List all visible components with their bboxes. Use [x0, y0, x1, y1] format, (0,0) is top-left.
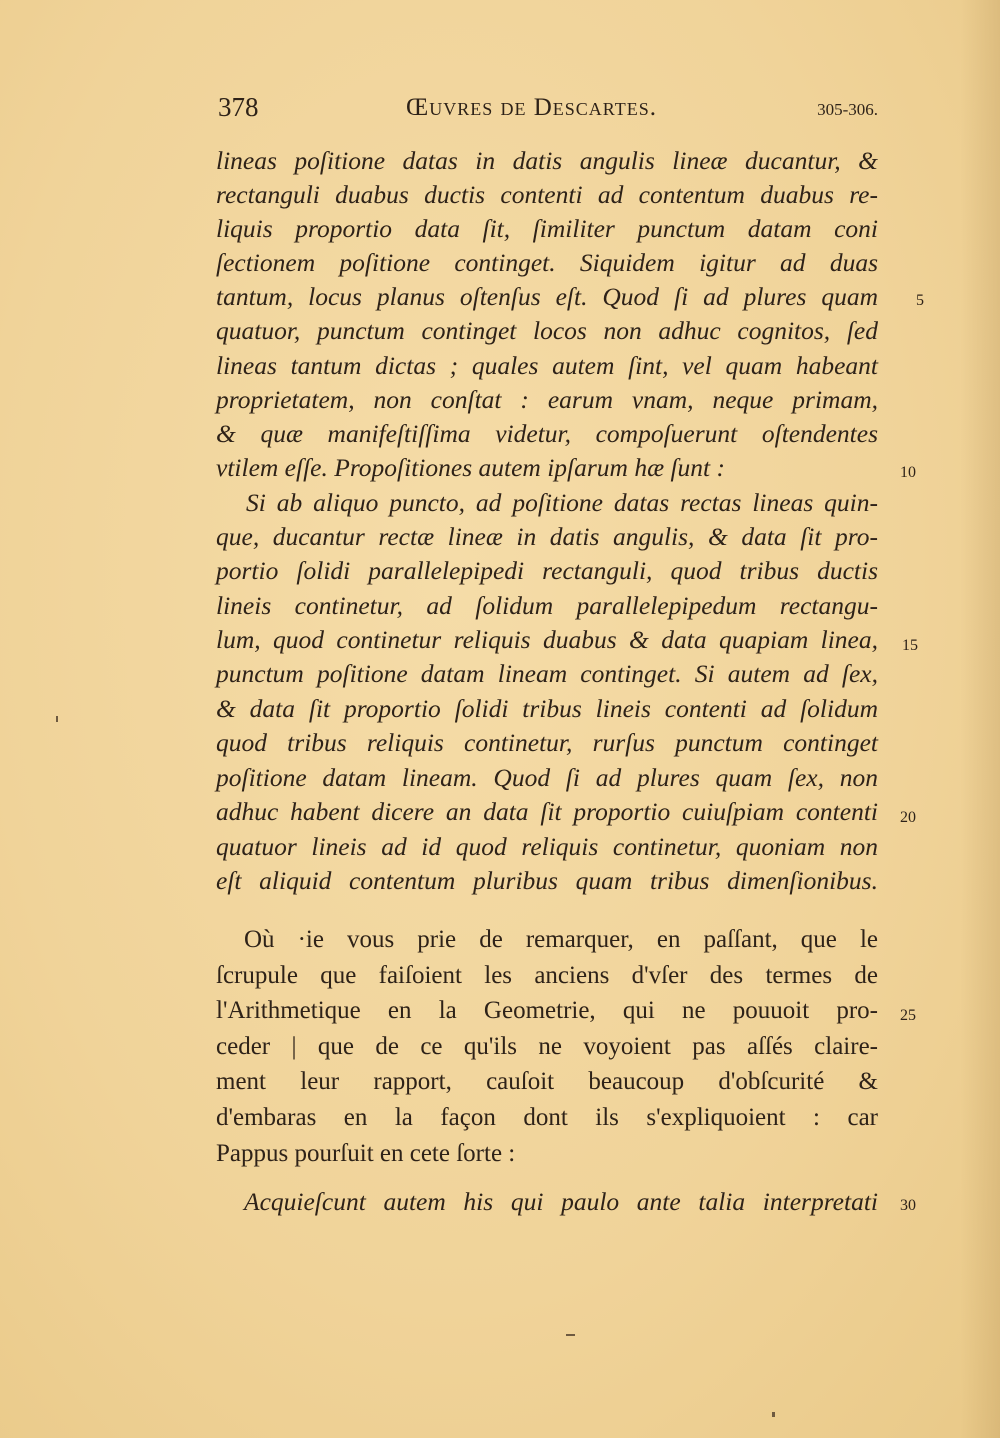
text-line: lineis continetur, ad ſolidum parallelepipedum rectangu-	[216, 591, 878, 620]
text-line: ſcrupule que faiſoient les anciens d'vſer des termes de	[216, 962, 878, 989]
text-line: poſitione datam lineam. Quod ſi ad plures quam ſex, non	[216, 763, 878, 792]
text-line: quatuor lineis ad id quod reliquis continetur, quoniam non	[216, 832, 878, 861]
line-number: 5	[916, 292, 924, 309]
page-range: 305-306.	[817, 100, 878, 119]
paper-speck	[566, 1334, 575, 1336]
text-line: lineas poſitione datas in datis angulis lineæ ducantur, &	[216, 146, 878, 175]
text-line: quatuor, punctum continget locos non adhuc cognitos, ſed	[216, 316, 878, 345]
text-line: & data ſit proportio ſolidi tribus lineis contenti ad ſolidum	[216, 694, 878, 723]
text-line: l'Arithmetique en la Geometrie, qui ne pouuoit pro-	[216, 997, 878, 1024]
text-line: rectanguli duabus ductis contenti ad contentum duabus re-	[216, 180, 878, 209]
line-number: 30	[900, 1197, 916, 1214]
text-line: proprietatem, non conſtat : earum vnam, neque primam,	[216, 385, 878, 414]
line-number: 25	[900, 1007, 916, 1024]
text-line: ment leur rapport, cauſoit beaucoup d'obſcurité &	[216, 1068, 878, 1095]
text-line: portio ſolidi parallelepipedi rectanguli, quod tribus ductis	[216, 556, 878, 585]
paper-speck	[56, 716, 58, 722]
text-line: liquis proportio data ſit, ſimiliter punctum datam coni	[216, 214, 878, 243]
running-title: Œuvres de Descartes.	[406, 94, 657, 121]
text-line: tantum, locus planus oſtenſus eſt. Quod ſi ad plures quam	[216, 282, 878, 311]
text-line: ceder | que de ce qu'ils ne voyoient pas aſſés claire-	[216, 1033, 878, 1060]
text-line: eſt aliquid contentum pluribus quam tribus dimenſionibus.	[216, 866, 878, 895]
line-number: 15	[902, 637, 918, 654]
text-line: que, ducantur rectæ lineæ in datis angulis, & data ſit pro-	[216, 522, 878, 551]
page-gutter-shadow	[960, 0, 1000, 1438]
text-line: & quæ manifeſtiſſima videtur, compoſuerunt oſtendentes	[216, 419, 878, 448]
text-line: d'embaras en la façon dont ils s'expliquoient : car	[216, 1104, 878, 1131]
text-line: Où ·ie vous prie de remarquer, en paſſant, que le	[244, 926, 878, 953]
paper-speck	[772, 1412, 775, 1417]
page-number: 378	[218, 92, 259, 122]
text-line: punctum poſitione datam lineam continget. Si autem ad ſex,	[216, 659, 878, 688]
text-line: ſectionem poſitione continget. Siquidem igitur ad duas	[216, 248, 878, 277]
text-line: Si ab aliquo puncto, ad poſitione datas rectas lineas quin-	[246, 488, 878, 517]
text-line: adhuc habent dicere an data ſit proportio cuiuſpiam contenti	[216, 797, 878, 826]
text-line: lum, quod continetur reliquis duabus & data quapiam linea,	[216, 625, 878, 654]
text-line: Acquieſcunt autem his qui paulo ante talia interpretati	[244, 1187, 878, 1216]
text-line: lineas tantum dictas ; quales autem ſint, vel quam habeant	[216, 351, 878, 380]
text-line: Pappus pourſuit en cete ſorte :	[216, 1140, 516, 1167]
text-line: vtilem eſſe. Propoſitiones autem ipſarum hæ ſunt :	[216, 453, 725, 482]
line-number: 20	[900, 809, 916, 826]
text-line: quod tribus reliquis continetur, rurſus punctum continget	[216, 728, 878, 757]
running-header	[218, 92, 878, 132]
line-number: 10	[900, 464, 916, 481]
